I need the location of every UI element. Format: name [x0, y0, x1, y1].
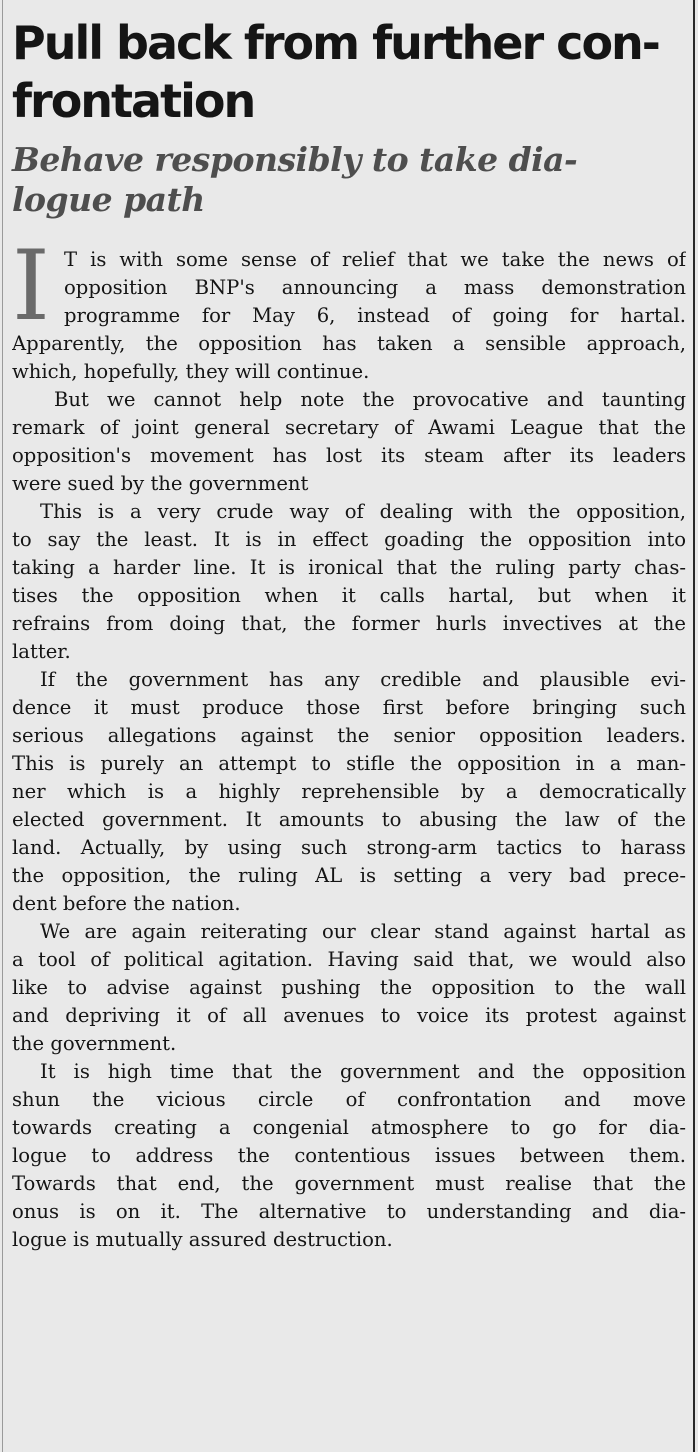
- text-line: opposition BNP's announcing a mass demonstration: [64, 276, 686, 299]
- text-line: latter.: [12, 640, 71, 663]
- text-line: were sued by the government: [12, 472, 309, 495]
- text-line: which, hopefully, they will continue.: [12, 360, 370, 383]
- text-line: Apparently, the opposition has taken a sensible approach,: [12, 332, 686, 355]
- text-line: This is a very crude way of dealing with the opposition,: [40, 500, 686, 523]
- text-line: logue to address the contentious issues between them.: [12, 1144, 686, 1167]
- text-line: tises the opposition when it calls hartal, but when it: [12, 584, 686, 607]
- headline-line: Pull back from further con-: [12, 16, 659, 70]
- text-line: ner which is a highly reprehensible by a democratically: [12, 780, 686, 803]
- text-line: T is with some sense of relief that we take the news of: [64, 248, 686, 271]
- column-rule-right: [693, 0, 695, 1452]
- text-line: land. Actually, by using such strong-arm tactics to harass: [12, 836, 686, 859]
- text-line: Towards that end, the government must realise that the: [12, 1172, 686, 1195]
- text-line: and depriving it of all avenues to voice its protest against: [12, 1004, 686, 1027]
- text-line: taking a harder line. It is ironical that the ruling party chas-: [12, 556, 686, 579]
- column-rule-left: [2, 0, 3, 1452]
- text-line: remark of joint general secretary of Awami League that the: [12, 416, 686, 439]
- text-line: towards creating a congenial atmosphere to go for dia-: [12, 1116, 686, 1139]
- text-line: like to advise against pushing the opposition to the wall: [12, 976, 686, 999]
- subheadline: [12, 140, 686, 220]
- subheadline-line: logue path: [12, 180, 205, 219]
- text-line: a tool of political agitation. Having said that, we would also: [12, 948, 686, 971]
- article-body: [12, 230, 686, 1254]
- text-line: We are again reiterating our clear stand against hartal as: [40, 920, 686, 943]
- text-line: logue is mutually assured destruction.: [12, 1228, 393, 1251]
- paragraph-1: [12, 230, 686, 386]
- text-line: to say the least. It is in effect goading the opposition into: [12, 528, 686, 551]
- editorial-article: [12, 14, 686, 1254]
- text-line: shun the vicious circle of confrontation and move: [12, 1088, 686, 1111]
- paragraph-2: [12, 386, 686, 498]
- text-line: But we cannot help note the provocative and taunting: [54, 388, 686, 411]
- text-line: It is high time that the government and the opposition: [40, 1060, 686, 1083]
- text-line: This is purely an attempt to stifle the opposition in a man-: [12, 752, 686, 775]
- text-line: programme for May 6, instead of going for hartal.: [64, 304, 686, 327]
- paragraph-4: [12, 666, 686, 918]
- text-line: serious allegations against the senior opposition leaders.: [12, 724, 686, 747]
- headline-line: frontation: [12, 74, 255, 128]
- text-line: elected government. It amounts to abusing the law of the: [12, 808, 686, 831]
- text-line: onus is on it. The alternative to understanding and dia-: [12, 1200, 686, 1223]
- subheadline-line: Behave responsibly to take dia-: [12, 140, 578, 179]
- text-line: If the government has any credible and plausible evi-: [40, 668, 686, 691]
- paragraph-6: [12, 1058, 686, 1254]
- dropcap-letter: I: [12, 230, 50, 342]
- text-line: refrains from doing that, the former hurls invectives at the: [12, 612, 686, 635]
- paragraph-3: [12, 498, 686, 666]
- text-line: opposition's movement has lost its steam after its leaders: [12, 444, 686, 467]
- paragraph-5: [12, 918, 686, 1058]
- text-line: the opposition, the ruling AL is setting a very bad prece-: [12, 864, 686, 887]
- dropcap-block: [12, 230, 686, 342]
- text-line: dence it must produce those first before bringing such: [12, 696, 686, 719]
- text-line: dent before the nation.: [12, 892, 241, 915]
- headline: [12, 14, 686, 130]
- text-line: the government.: [12, 1032, 177, 1055]
